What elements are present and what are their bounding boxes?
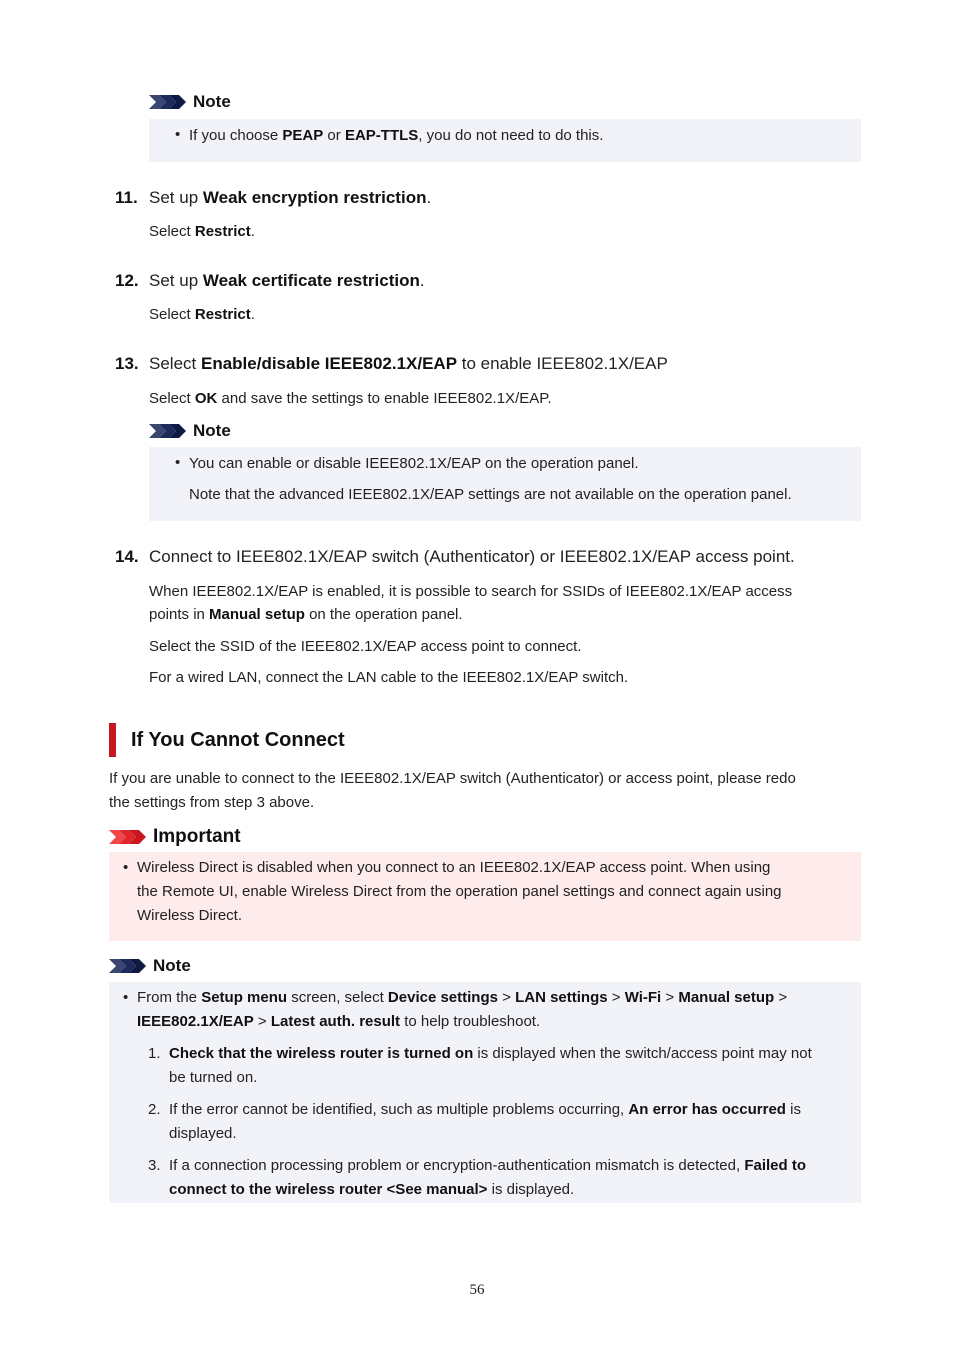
step-title: Set up Weak certificate restriction.: [149, 271, 425, 290]
page-number: 56: [469, 1282, 485, 1298]
note-box: [149, 119, 861, 162]
section-text: the settings from step 3 above.: [109, 794, 315, 811]
note-box: [149, 447, 861, 521]
section-title: If You Cannot Connect: [131, 729, 345, 751]
important-text: the Remote UI, enable Wireless Direct from the operation panel settings and connect again using: [137, 883, 782, 900]
note-heading: Note: [193, 421, 231, 440]
important-heading: Important: [153, 826, 241, 847]
note-header: [149, 92, 231, 112]
note-text: If you choose PEAP or EAP-TTLS, you do not need to do this.: [189, 127, 604, 144]
step-detail: Select Restrict.: [149, 306, 255, 323]
note-text: Note that the advanced IEEE802.1X/EAP settings are not available on the operation panel.: [189, 486, 792, 503]
important-header: [109, 826, 241, 848]
step-detail: When IEEE802.1X/EAP is enabled, it is possible to search for SSIDs of IEEE802.1X/EAP access: [149, 583, 793, 600]
note-text: IEEE802.1X/EAP > Latest auth. result to help troubleshoot.: [137, 1013, 541, 1030]
note-chevrons-icon: [149, 422, 187, 440]
step-detail: For a wired LAN, connect the LAN cable to the IEEE802.1X/EAP switch.: [149, 669, 629, 686]
note-chevrons-icon: [149, 93, 187, 111]
note-header: [109, 956, 191, 976]
bullet: •: [175, 454, 181, 471]
list-item: If the error cannot be identified, such as multiple problems occurring, An error has occurred is: [169, 1101, 801, 1118]
section-accent-bar: [109, 723, 116, 757]
list-number: 1.: [148, 1045, 161, 1062]
step-detail: Select the SSID of the IEEE802.1X/EAP access point to connect.: [149, 638, 582, 655]
note-text: You can enable or disable IEEE802.1X/EAP on the operation panel.: [189, 455, 639, 472]
bullet: •: [123, 989, 129, 1006]
section-text: If you are unable to connect to the IEEE802.1X/EAP switch (Authenticator) or access point, please redo: [109, 770, 796, 787]
bullet: •: [123, 859, 129, 876]
list-item: Check that the wireless router is turned on is displayed when the switch/access point may not: [169, 1045, 812, 1062]
list-number: 3.: [148, 1157, 161, 1174]
important-text: Wireless Direct is disabled when you connect to an IEEE802.1X/EAP access point. When using: [137, 859, 771, 876]
step-title: Connect to IEEE802.1X/EAP switch (Authenticator) or IEEE802.1X/EAP access point.: [149, 547, 795, 566]
step-number: 11.: [115, 188, 138, 207]
step-number: 14.: [115, 547, 139, 566]
note-heading: Note: [193, 92, 231, 111]
note-chevrons-icon: [109, 957, 147, 975]
important-chevrons-icon: [109, 828, 147, 846]
list-number: 2.: [148, 1101, 161, 1118]
important-box: [109, 852, 861, 941]
step-number: 13.: [115, 354, 139, 373]
step-detail: points in Manual setup on the operation panel.: [149, 606, 463, 623]
step-detail: Select OK and save the settings to enable IEEE802.1X/EAP.: [149, 390, 552, 407]
list-item: connect to the wireless router <See manual> is displayed.: [169, 1181, 575, 1198]
note-text: From the Setup menu screen, select Device settings > LAN settings > Wi-Fi > Manual setup >: [137, 989, 788, 1006]
list-item: If a connection processing problem or encryption-authentication mismatch is detected, Failed to: [169, 1157, 806, 1174]
note-box: [109, 982, 861, 1203]
bullet: •: [175, 126, 181, 143]
step-title: Select Enable/disable IEEE802.1X/EAP to enable IEEE802.1X/EAP: [149, 354, 668, 373]
important-text: Wireless Direct.: [137, 907, 243, 924]
step-detail: Select Restrict.: [149, 223, 255, 240]
list-item: displayed.: [169, 1125, 237, 1142]
list-item: be turned on.: [169, 1069, 258, 1086]
step-title: Set up Weak encryption restriction.: [149, 188, 432, 207]
note-heading: Note: [153, 956, 191, 975]
step-number: 12.: [115, 271, 139, 290]
note-header: [149, 421, 231, 441]
